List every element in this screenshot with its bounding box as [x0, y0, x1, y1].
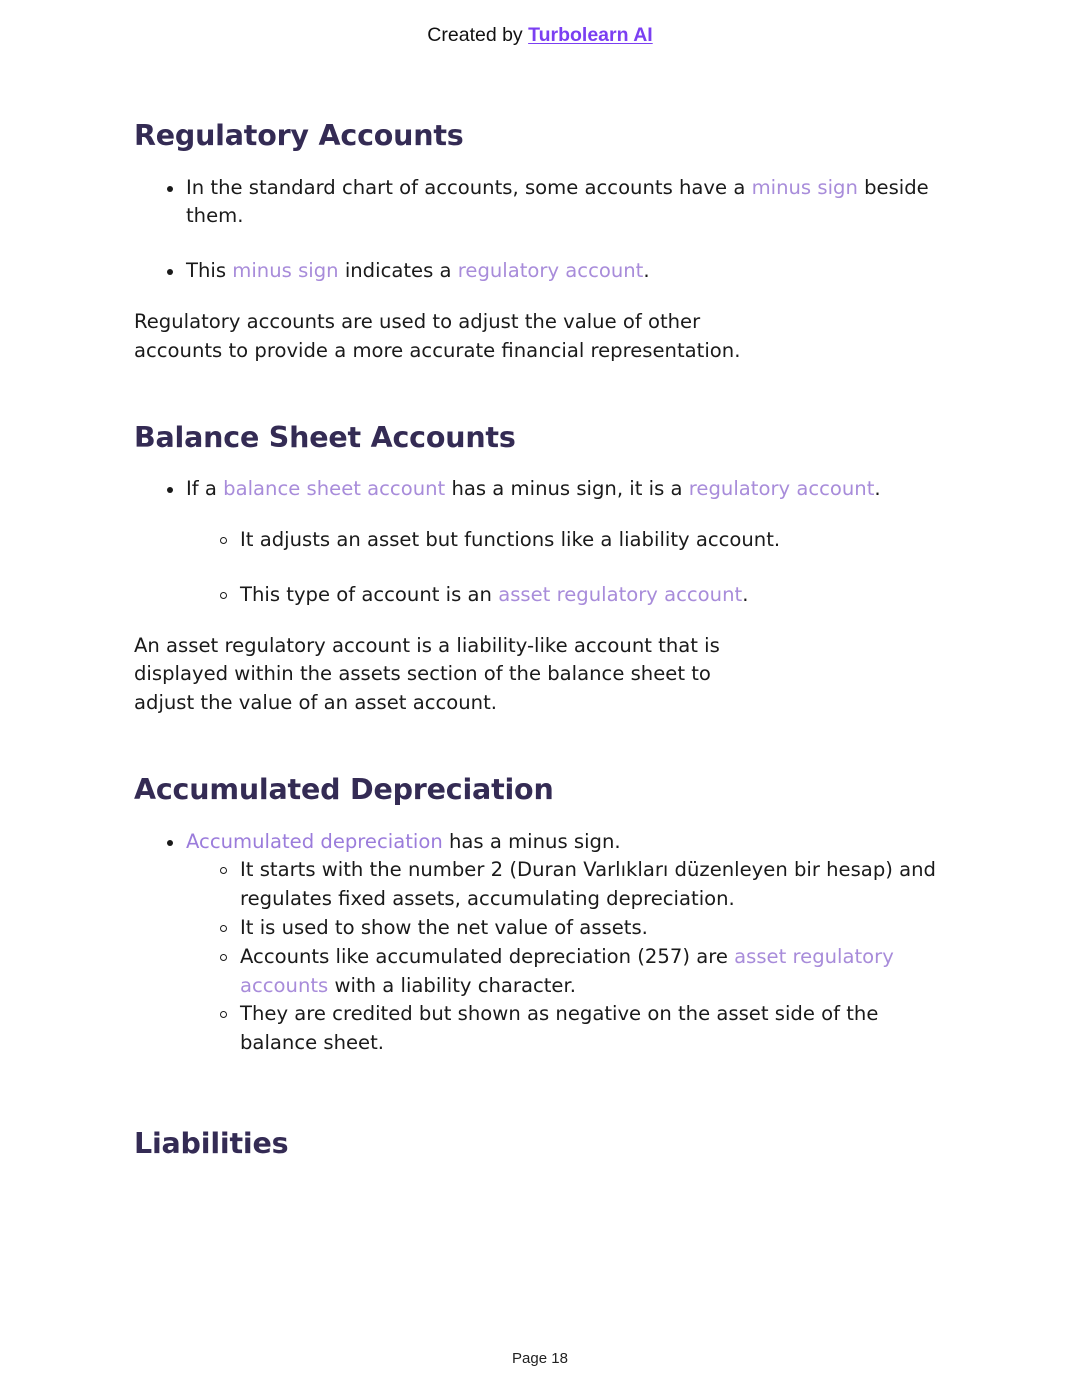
text-fragment: indicates a: [338, 259, 458, 283]
heading-regulatory-accounts: Regulatory Accounts: [134, 119, 464, 152]
heading-liabilities: Liabilities: [134, 1127, 289, 1161]
text-fragment: has a minus sign.: [442, 829, 621, 853]
document-attribution-header: [0, 24, 1080, 47]
list-accumulated-depreciation: [134, 828, 946, 857]
sublist-balance-sheet-accounts: [186, 526, 946, 610]
list-item: [134, 828, 946, 857]
turbolearn-ai-link[interactable]: Turbolearn AI: [528, 24, 653, 46]
highlight-regulatory-account: regulatory account: [457, 259, 644, 283]
highlight-regulatory-account: regulatory account: [688, 477, 875, 501]
highlight-minus-sign: minus sign: [751, 175, 858, 199]
highlight-asset-regulatory-accounts: asset regulatory accounts: [240, 944, 894, 997]
attribution-prefix: Created by: [427, 24, 529, 46]
list-item: It adjusts an asset but functions like a liability account.: [186, 526, 946, 555]
text-fragment: If a: [186, 477, 224, 501]
text-fragment: beside them.: [186, 175, 929, 228]
list-item: [134, 475, 946, 504]
highlight-accumulated-depreciation: Accumulated depreciation: [186, 829, 443, 853]
list-balance-sheet-accounts: [134, 475, 946, 504]
list-item: [134, 257, 946, 286]
list-item: They are credited but shown as negative on the asset side of the balance sheet.: [186, 1000, 946, 1058]
heading-balance-sheet-accounts: Balance Sheet Accounts: [134, 420, 516, 454]
list-item: It is used to show the net value of assets.: [186, 914, 946, 943]
text-fragment: This type of account is an: [240, 582, 499, 606]
highlight-minus-sign: minus sign: [232, 259, 339, 283]
list-item: [186, 943, 946, 1001]
heading-accumulated-depreciation: Accumulated Depreciation: [134, 773, 554, 807]
note-asset-regulatory-account: An asset regulatory account is a liability-like account that is displayed within the assets section of the balance sheet to adjust the value of an asset account.: [134, 633, 720, 715]
list-item: It starts with the number 2 (Duran Varlıkları düzenleyen bir hesap) and regulates fixed assets, accumulating depreciation.: [186, 856, 946, 914]
list-item: [186, 581, 946, 610]
text-fragment: In the standard chart of accounts, some accounts have a: [186, 175, 752, 199]
note-regulatory-accounts: Regulatory accounts are used to adjust the value of other accounts to provide a more accurate financial representation.: [134, 310, 741, 362]
list-item: [134, 174, 946, 232]
list-regulatory-accounts: [134, 174, 946, 286]
text-fragment: .: [874, 477, 881, 501]
sublist-accumulated-depreciation: [186, 856, 946, 1058]
highlight-balance-sheet-account: balance sheet account: [223, 477, 446, 501]
text-fragment: .: [742, 582, 749, 606]
text-fragment: with a liability character.: [328, 973, 576, 997]
document-content: [134, 118, 946, 1162]
highlight-asset-regulatory-account: asset regulatory account: [498, 582, 743, 606]
text-fragment: Accounts like accumulated depreciation (257) are: [240, 944, 735, 968]
page-number-footer: Page 18: [512, 1350, 568, 1367]
text-fragment: .: [643, 259, 650, 283]
text-fragment: has a minus sign, it is a: [445, 477, 689, 501]
text-fragment: This: [186, 259, 233, 283]
